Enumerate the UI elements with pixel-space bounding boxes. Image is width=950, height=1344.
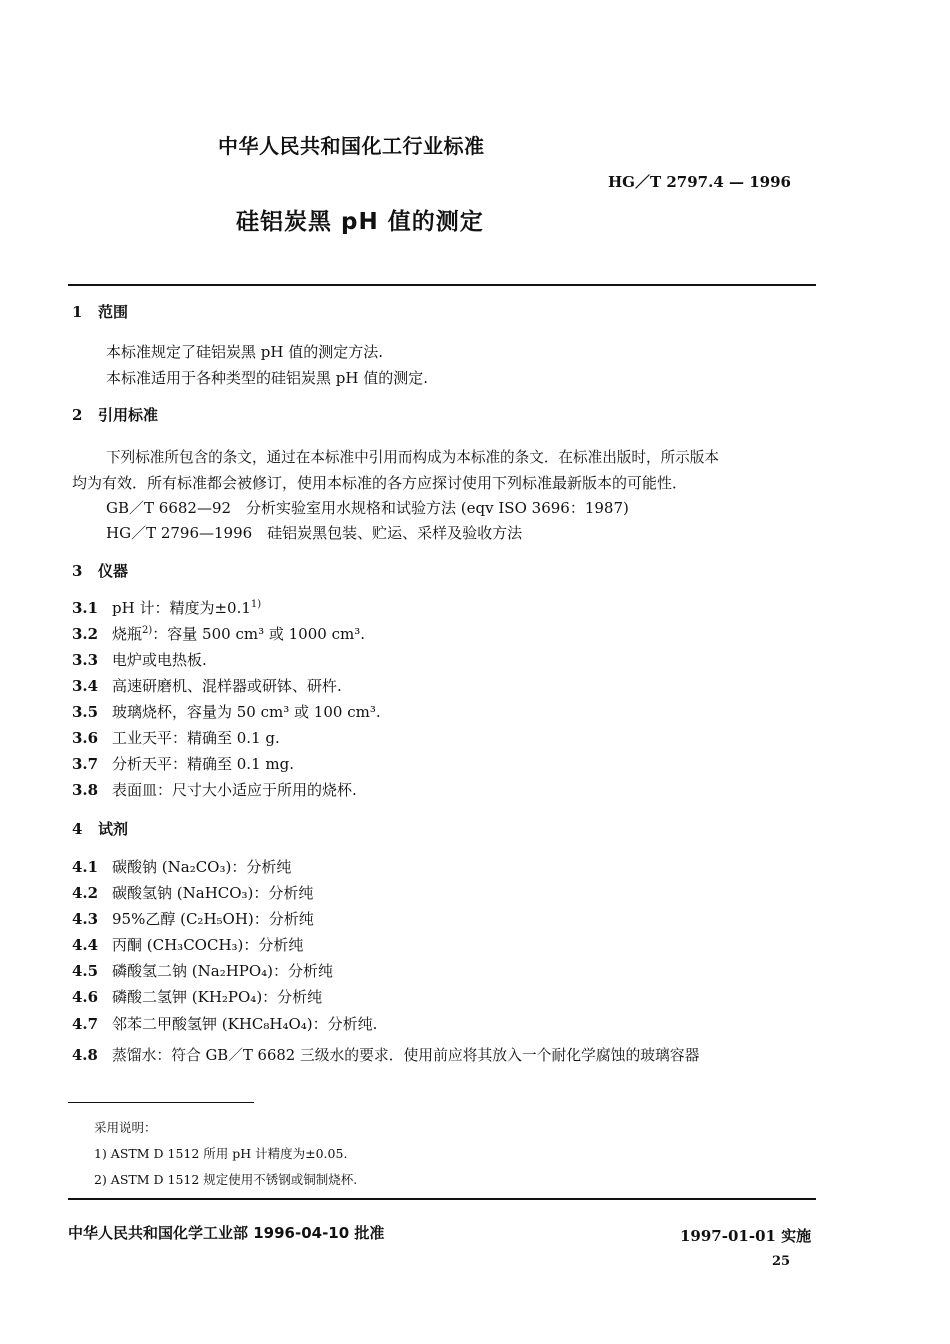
footnote-ref-2: 2) bbox=[142, 625, 153, 636]
list-item: 4.1 碳酸钠 (Na₂CO₃)：分析纯 bbox=[72, 858, 292, 876]
footnote-divider bbox=[68, 1102, 254, 1103]
reference-gb-6682: GB／T 6682—92 分析实验室用水规格和试验方法 (eqv ISO 3696：1987) bbox=[106, 499, 629, 517]
list-item: 4.6 磷酸二氢钾 (KH₂PO₄)：分析纯 bbox=[72, 988, 323, 1006]
list-item: 3.5 玻璃烧杯，容量为 50 cm³ 或 100 cm³. bbox=[72, 703, 381, 721]
list-item: 3.2 烧瓶$^{2)}$：容量 500 cm³ 或 1000 cm³. bbox=[72, 625, 365, 643]
section-number: 4 bbox=[72, 820, 83, 838]
section-title: 仪器 bbox=[98, 562, 129, 580]
approval-statement: 中华人民共和国化学工业部 1996-04-10 批准 bbox=[68, 1224, 385, 1242]
footnote-2: 2) ASTM D 1512 规定使用不锈钢或铜制烧杯. bbox=[94, 1172, 358, 1187]
section-2-heading bbox=[72, 404, 158, 425]
section-number: 3 bbox=[72, 562, 83, 580]
reference-hg-2796: HG／T 2796—1996 硅铝炭黑包装、贮运、采样及验收方法 bbox=[106, 524, 523, 542]
page-number: 25 bbox=[772, 1254, 791, 1269]
header-divider bbox=[68, 284, 816, 286]
footnote-1: 1) ASTM D 1512 所用 pH 计精度为±0.05. bbox=[94, 1146, 348, 1161]
list-item: 4.8 蒸馏水：符合 GB／T 6682 三级水的要求．使用前应将其放入一个耐化学腐蚀的玻璃容器 bbox=[72, 1047, 700, 1064]
effective-date: 1997-01-01 实施 bbox=[680, 1227, 812, 1245]
document-title: 硅铝炭黑 pH 值的测定 bbox=[236, 209, 484, 235]
s2-paragraph-line-2: 均为有效．所有标准都会被修订，使用本标准的各方应探讨使用下列标准最新版本的可能性． bbox=[72, 474, 688, 492]
list-item: 3.7 分析天平：精确至 0.1 mg. bbox=[72, 755, 294, 773]
footer-divider bbox=[68, 1198, 816, 1200]
list-item: 3.1 pH 计：精度为$\pm 0.1^{1)}$ bbox=[72, 599, 262, 617]
section-number: 1 bbox=[72, 303, 83, 321]
s2-paragraph-line-1: 下列标准所包含的条文，通过在本标准中引用而构成为本标准的条文．在标准出版时，所示版本 bbox=[106, 449, 719, 466]
list-item: 4.7 邻苯二甲酸氢钾 (KHC₈H₄O₄)：分析纯. bbox=[72, 1015, 378, 1033]
list-item: 4.2 碳酸氢钠 (NaHCO₃)：分析纯 bbox=[72, 884, 314, 902]
list-item: 4.3 95%乙醇 (C₂H₅OH)：分析纯 bbox=[72, 910, 314, 928]
section-3-heading bbox=[72, 560, 128, 581]
list-item: 3.6 工业天平：精确至 0.1 g. bbox=[72, 729, 280, 747]
list-item: 4.5 磷酸氢二钠 (Na₂HPO₄)：分析纯 bbox=[72, 962, 334, 980]
list-item: 3.4 高速研磨机、混样器或研钵、研杵. bbox=[72, 677, 342, 695]
list-item: 3.8 表面皿：尺寸大小适应于所用的烧杯. bbox=[72, 781, 357, 799]
section-title: 试剂 bbox=[98, 820, 129, 838]
section-title: 引用标准 bbox=[98, 406, 159, 424]
section-4-heading bbox=[72, 818, 128, 839]
standard-code: HG／T 2797.4 — 1996 bbox=[608, 173, 791, 191]
issuing-organization: 中华人民共和国化工行业标准 bbox=[218, 134, 485, 158]
section-number: 2 bbox=[72, 406, 83, 424]
footnote-label: 采用说明： bbox=[94, 1120, 157, 1135]
footnote-ref-1: 1) bbox=[250, 599, 262, 610]
list-item: 3.3 电炉或电热板. bbox=[72, 651, 207, 669]
section-1-heading bbox=[72, 301, 128, 322]
s1-paragraph-2: 本标准适用于各种类型的硅铝炭黑 pH 值的测定. bbox=[106, 369, 428, 387]
s1-paragraph-1: 本标准规定了硅铝炭黑 pH 值的测定方法. bbox=[106, 343, 383, 361]
section-title: 范围 bbox=[98, 303, 129, 321]
list-item: 4.4 丙酮 (CH₃COCH₃)：分析纯 bbox=[72, 936, 304, 954]
